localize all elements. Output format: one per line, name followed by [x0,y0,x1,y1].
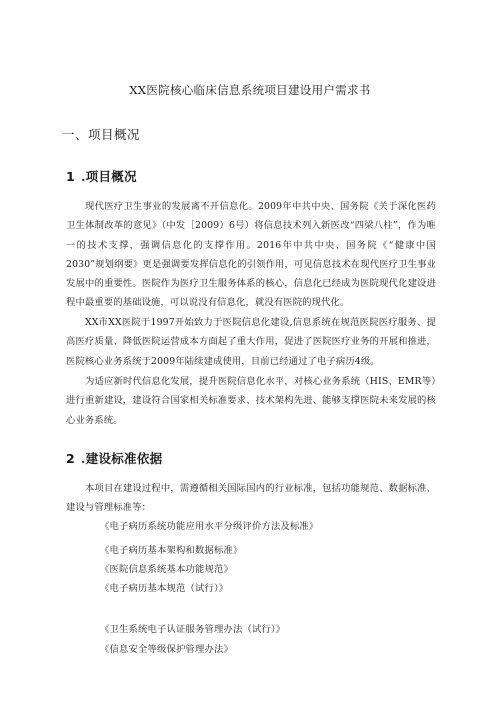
subsection-heading-overview [66,167,137,185]
paragraph-informatization-background: 现代医疗卫生事业的发展离不开信息化。2009年中共中央、国务院《关于深化医药卫生体制改革的意见》（中发［2009）6号）将信息技术列入新医改“四梁八柱”，作为唯一的技术支撑，强调信息化的支撑作用。2016年中共中央、国务院《“健康中国2030”规划纲要》更是强调要发挥信息化的引领作用，可见信息技术在现代医疗卫生事业发展中的重要性。医院作为医疗卫生服务体系的核心，信息化已经成为医院现代化建设进程中最重要的基础设施，可以说没有信息化，就没有医院的现代化。 [66,201,436,309]
standard-item: 《医院信息系统基本功能规范》 [100,564,233,575]
document-title: XX医院核心临床信息系统项目建设用户需求书 [129,83,371,97]
paragraph-standards-intro: 本项目在建设过程中，需遵循相关国际国内的行业标准，包括功能规范、数据标准、建设与管理标准等： [66,483,436,514]
paragraph-rebuild-goal: 为适应新时代信息化发展，提升医院信息化水平，对核心业务系统（HIS、EMR等）进行重新建设，建设符合国家相关标准要求、技术架构先进、能够支撑医院未来发展的核心业务系统。 [66,376,436,426]
standard-item: 《电子病历基本架构和数据标准》 [100,545,243,556]
paragraph-hospital-history: XX市XX医院于1997开始致力于医院信息化建设,信息系统在规范医院医疗服务、提高医疗质量、降低医院运营成本方面起了重大作用，促进了医院医疗业务的开展和推进，医院核心业务系统于2009年陆续建成使用，目前已经通过了电子病历4级。 [66,317,436,367]
standard-item: 《电子病历系统功能应用水平分级评价方法及标准》 [100,521,319,532]
standard-item: 《信息安全等级保护管理办法》 [100,644,233,655]
subsection-title: .建设标准依据 [81,451,163,466]
subsection-number: 1 [66,169,75,184]
subsection-title: .项目概况 [81,169,137,184]
standard-item: 《电子病历基本规范（试行）》 [100,583,229,594]
subsection-number: 2 [66,451,75,466]
subsection-heading-standards [66,449,162,467]
standard-item: 《卫生系统电子认证服务管理办法（试行）》 [100,624,286,635]
section-heading-project-overview: 一、项目概况 [62,127,141,142]
